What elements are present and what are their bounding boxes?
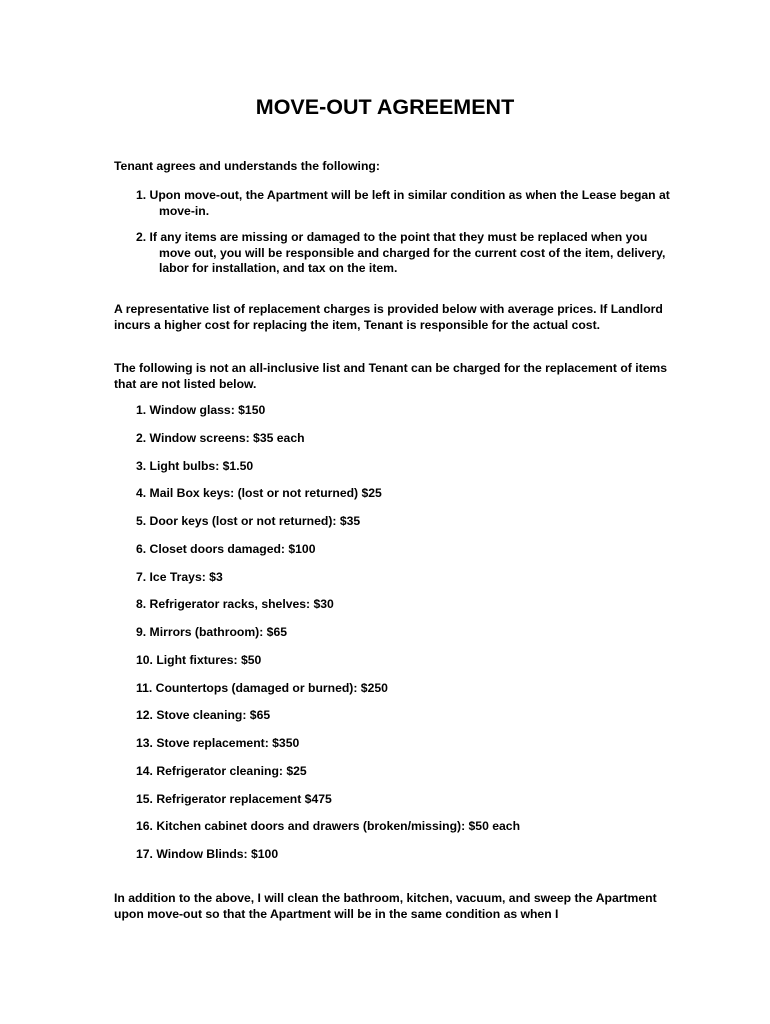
charge-item: 1. Window glass: $150 (136, 403, 266, 417)
charge-item: 10. Light fixtures: $50 (136, 652, 262, 667)
charge-item: 14. Refrigerator cleaning: $25 (136, 763, 307, 778)
charge-item: 7. Ice Trays: $3 (136, 569, 223, 584)
charge-item: 17. Window Blinds: $100 (136, 847, 279, 861)
charge-item: 15. Refrigerator replacement $475 (136, 791, 332, 806)
closing-paragraph: In addition to the above, I will clean the bathroom, kitchen, vacuum, and sweep the Apartment upon move-out so that the Apartment will be in the same condition as when I (114, 891, 657, 921)
charge-item: 13. Stove replacement: $350 (136, 736, 300, 750)
term-item: 1. Upon move-out, the Apartment will be left in similar condition as when the Lease began at move-in. (136, 188, 670, 218)
charge-item: 5. Door keys (lost or not returned): $35 (136, 514, 361, 528)
charge-item: 2. Window screens: $35 each (136, 430, 305, 445)
charge-item: 8. Refrigerator racks, shelves: $30 (136, 597, 334, 612)
term-item: 2. If any items are missing or damaged to the point that they must be replaced when you move out, you will be responsible and charged for the current cost of the item, delivery, labor for installation, and tax on the item. (136, 230, 666, 275)
charge-item: 3. Light bulbs: $1.50 (136, 458, 254, 473)
document-title: MOVE-OUT AGREEMENT (255, 95, 515, 119)
charge-item: 11. Countertops (damaged or burned): $250 (136, 680, 388, 695)
intro-text: Tenant agrees and understands the following: (114, 159, 380, 173)
terms-list (136, 188, 676, 288)
charge-item: 6. Closet doors damaged: $100 (136, 541, 316, 556)
not-all-inclusive-paragraph: The following is not an all-inclusive list and Tenant can be charged for the replacement of items that are not listed below. (114, 361, 668, 391)
replacement-charges-paragraph: A representative list of replacement charges is provided below with average prices. If Landlord incurs a higher cost for replacing the item, Tenant is responsible for the actual cost. (114, 302, 663, 332)
charges-list (136, 403, 676, 875)
charge-item: 16. Kitchen cabinet doors and drawers (broken/missing): $50 each (136, 819, 521, 834)
charge-item: 9. Mirrors (bathroom): $65 (136, 625, 288, 639)
charge-item: 4. Mail Box keys: (lost or not returned) $25 (136, 486, 382, 501)
charge-item: 12. Stove cleaning: $65 (136, 708, 271, 723)
